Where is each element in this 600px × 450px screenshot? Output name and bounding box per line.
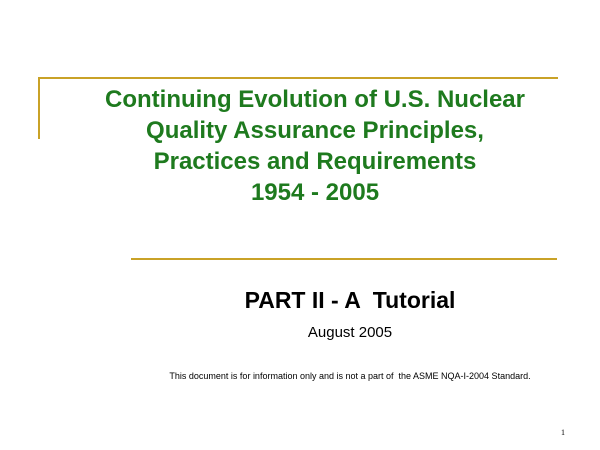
top-accent-rule [38,77,558,79]
title-line-2: Quality Assurance Principles, [146,117,484,144]
slide-date: August 2005 [307,324,393,341]
page-number: 1 [561,428,565,437]
slide-title [40,84,590,208]
slide-subtitle: PART II - A Tutorial [244,287,456,313]
title-line-1: Continuing Evolution of U.S. Nuclear [105,86,525,113]
title-line-3: Practices and Requirements [153,148,477,175]
bottom-accent-rule [131,258,557,260]
disclaimer-text: This document is for information only and is not a part of the ASME NQA-I-2004 Standard. [169,371,531,381]
title-line-4: 1954 - 2005 [250,179,380,206]
